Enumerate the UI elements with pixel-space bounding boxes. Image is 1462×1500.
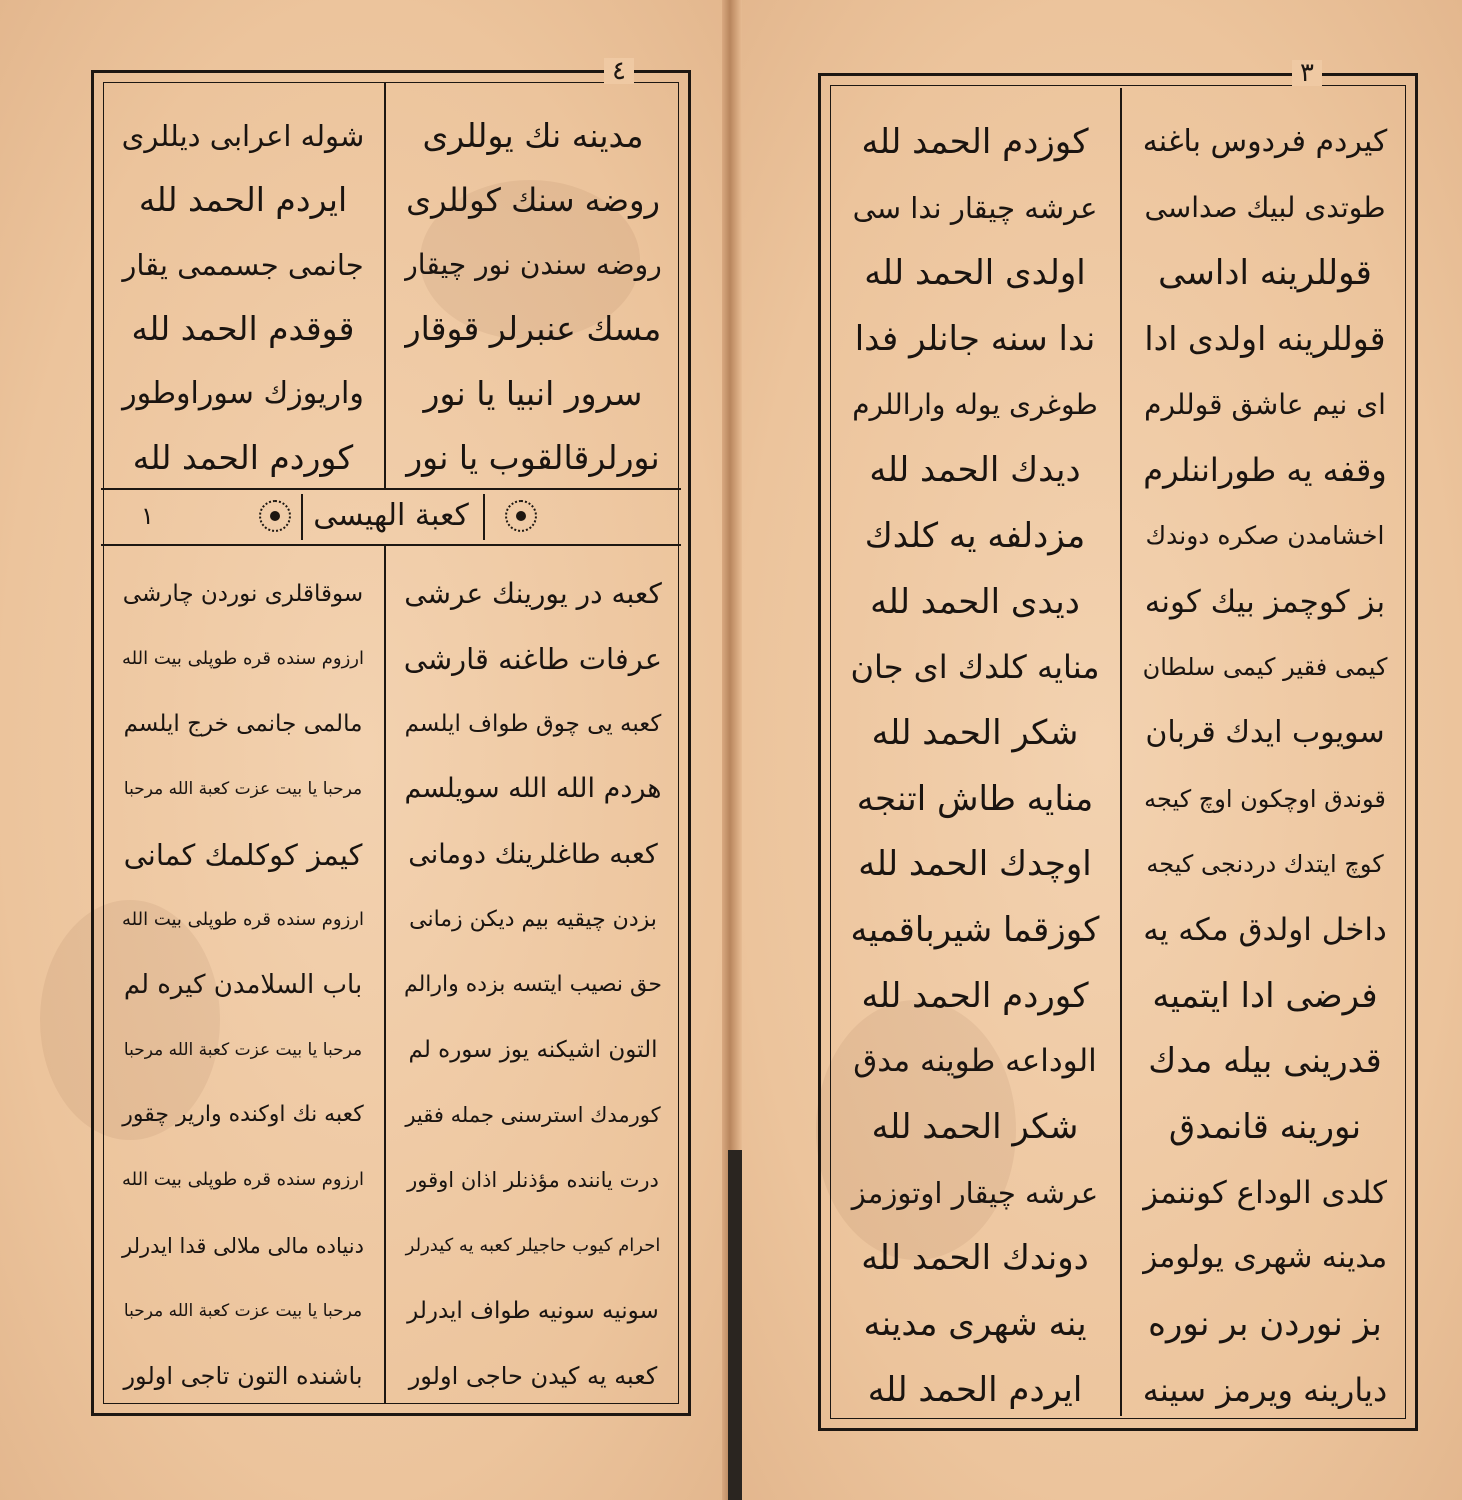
verse-line: اخشامدن صکره دوندك: [1145, 521, 1385, 551]
verse-line: قوقدم الحمد لله: [131, 309, 355, 349]
verse-line: باشنده التون تاجی اولور: [123, 1361, 363, 1390]
verse-line: ندا سنه جانلر فدا: [854, 319, 1096, 360]
verse-line: الوداعه طوینه مدق: [853, 1043, 1097, 1080]
verse-line: کعبه در یورینك عرشی: [404, 577, 662, 610]
verse-line: منایه کلدك ای جان: [850, 648, 1100, 687]
verse-line: حق نصیب ایتسه بزده وارالم: [404, 971, 662, 997]
verse-line: کوچ ایتدك دردنجی کیجه: [1146, 850, 1384, 879]
verse-line: قوللرینه اداسی: [1158, 253, 1372, 294]
verse-line: کوردم الحمد لله: [132, 437, 354, 477]
verse-line: ایردم الحمد لله: [867, 1369, 1083, 1410]
verse-line: مرحبا یا بیت عزت کعبة الله مرحبا: [123, 1300, 363, 1321]
section-numeral: ١: [141, 502, 154, 530]
verse-line: سویوب ایدك قربان: [1145, 715, 1385, 751]
verse-line: کیمز کوکلمك کمانی: [123, 837, 363, 872]
verse-line: کوزدم الحمد لله: [861, 122, 1089, 162]
verse-line: اولدی الحمد لله: [864, 253, 1086, 294]
verse-line: بزدن چیقیه بیم دیکن زمانی: [409, 906, 657, 932]
verse-line: اوچدك الحمد لله: [858, 844, 1092, 885]
verse-line: عرشه چیقار ندا سی: [852, 190, 1098, 225]
upper-left-column: [102, 112, 384, 482]
right-page-column-divider: [1120, 88, 1122, 1416]
verse-line: عرفات طاغنه قارشی: [404, 642, 662, 677]
verse-line: عرشه چیقار اوتوزمز: [851, 1175, 1099, 1210]
verse-line: هردم الله الله سویلسم: [404, 773, 662, 805]
verse-line: ارزوم سنده قره طوپلی بیت الله: [122, 908, 364, 930]
verse-line: التون اشیکنه یوز سوره لم: [408, 1037, 658, 1064]
verse-line: فرضی ادا ایتمیه: [1152, 975, 1378, 1016]
page-tear: [728, 1150, 742, 1500]
verse-line: کوزقما شیرباقمیه: [850, 910, 1100, 951]
lower-right-column: [386, 570, 680, 1400]
verse-line: مدینه نك یوللری: [422, 116, 644, 155]
verse-line: دیارینه ویرمز سینه: [1142, 1370, 1388, 1409]
verse-line: کعبه نك اوکنده واریر چقور: [122, 1102, 364, 1128]
verse-line: دوندك الحمد لله: [861, 1238, 1089, 1279]
verse-line: دیدك الحمد لله: [869, 450, 1081, 491]
verse-line: بز کوچمز بیك کونه: [1144, 583, 1386, 620]
verse-line: درت یاننده مؤذنلر اذان اوقور: [407, 1168, 659, 1193]
verse-line: احرام کیوب حاجیلر کعبه یه کیدرلر: [405, 1234, 661, 1256]
verse-line: کعبه طاغلرینك دومانی: [408, 838, 658, 870]
right-page-left-column: [832, 118, 1118, 1414]
verse-line: کورمدك استرسنی جمله فقیر: [405, 1103, 661, 1128]
verse-line: مدینه شهری یولومز: [1142, 1240, 1388, 1276]
verse-line: بز نوردن بر نوره: [1148, 1304, 1382, 1345]
verse-line: ایردم الحمد لله: [138, 180, 348, 220]
verse-line: منایه طاش اتنجه: [856, 778, 1094, 819]
verse-line: مسك عنبرلر قوقار: [404, 309, 662, 349]
verse-line: روضه سندن نور چیقار: [404, 247, 662, 281]
verse-line: جانمی جسممی یقار: [122, 247, 364, 282]
verse-line: کوردم الحمد لله: [861, 975, 1089, 1016]
verse-line: قوندق اوچکون اوچ کیجه: [1144, 784, 1386, 813]
verse-line: شوله اعرابی دیللری: [121, 119, 365, 153]
verse-line: طوغری یوله واراللرم: [852, 387, 1098, 421]
verse-line: باب السلامدن کیره لم: [123, 969, 363, 1000]
verse-line: داخل اولدق مکه یه: [1143, 912, 1387, 949]
rosette-ornament-icon: [259, 500, 291, 532]
lower-left-column: [102, 570, 384, 1400]
verse-line: مالمی جانمی خرج ایلسم: [123, 711, 363, 738]
verse-line: قدرینی بیله مدك: [1148, 1041, 1382, 1082]
verse-line: سوقاقلری نوردن چارشی: [122, 581, 364, 607]
page-number-right: ٣: [1292, 60, 1322, 86]
verse-line: ینه شهری مدینه: [863, 1304, 1087, 1345]
section-title: کعبة الهیسی: [313, 498, 469, 533]
verse-line: واریوزك سوراوطور: [122, 375, 364, 411]
verse-line: نورینه قانمدق: [1168, 1107, 1362, 1148]
verse-line: کلدی الوداع کوننمز: [1142, 1174, 1388, 1211]
verse-line: کعبه یه کیدن حاجی اولور: [408, 1361, 658, 1390]
verse-line: وقفه یه طوراننلرم: [1143, 451, 1387, 490]
verse-line: ارزوم سنده قره طوپلی بیت الله: [122, 1169, 364, 1191]
verse-line: سونیه سونیه طواف ایدرلر: [407, 1297, 659, 1324]
verse-line: کعبه یی چوق طواف ایلسم: [404, 711, 662, 738]
verse-line: کیردم فردوس باغنه: [1142, 124, 1388, 159]
verse-line: سرور انبیا یا نور: [423, 373, 643, 413]
verse-line: شکر الحمد لله: [871, 713, 1079, 754]
verse-line: مزدلفه یه کلدك: [864, 516, 1086, 557]
page-number-left: ٤: [604, 58, 634, 84]
verse-line: قوللرینه اولدی ادا: [1144, 319, 1386, 359]
verse-line: شکر الحمد لله: [871, 1107, 1079, 1148]
verse-line: ارزوم سنده قره طوپلی بیت الله: [122, 648, 364, 670]
right-page-right-column: [1124, 118, 1406, 1414]
verse-line: دنیاده مالی ملالی قدا ایدرلر: [122, 1233, 364, 1258]
verse-line: روضه سنك کوللری: [406, 181, 660, 220]
verse-line: دیدی الحمد لله: [870, 581, 1080, 622]
rosette-ornament-icon: [505, 500, 537, 532]
verse-line: نورلرقالقوب یا نور: [406, 437, 660, 477]
upper-right-column: [386, 112, 680, 482]
verse-line: طوتدی لبیك صداسی: [1144, 190, 1386, 224]
section-title-band: [101, 488, 681, 546]
verse-line: کیمی فقیر کیمی سلطان: [1142, 653, 1388, 682]
verse-line: ای نیم عاشق قوللرم: [1144, 387, 1386, 421]
verse-line: مرحبا یا بیت عزت کعبة الله مرحبا: [123, 779, 363, 800]
verse-line: مرحبا یا بیت عزت کعبة الله مرحبا: [123, 1040, 363, 1061]
